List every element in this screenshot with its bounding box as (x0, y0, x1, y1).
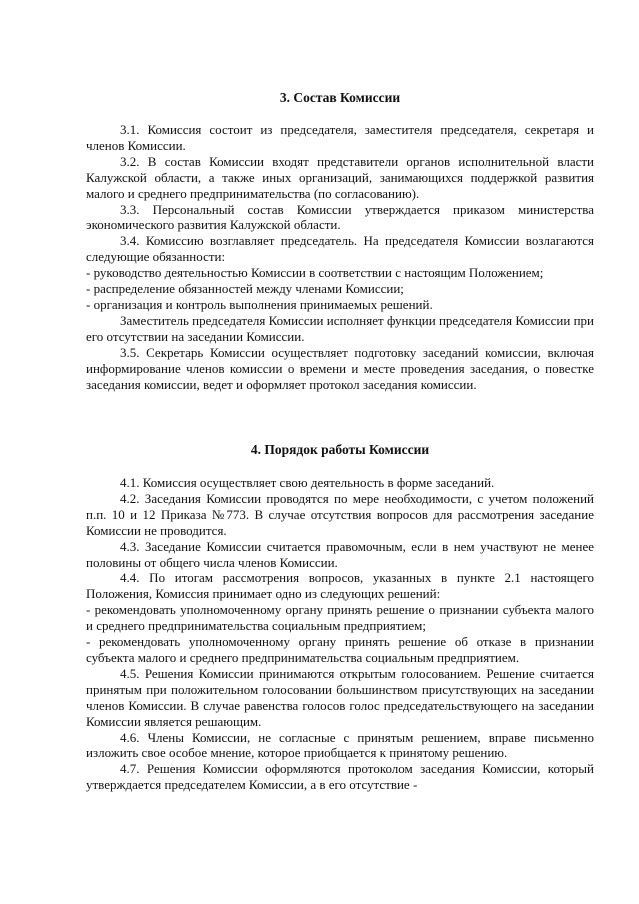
section3-paragraph: - организация и контроль выполнения принимаемых решений. (86, 296, 433, 312)
section4-paragraph: 4.3. Заседание Комиссии считается правомочным, если в нем участвуют не менее половины от общего числа членов Комиссии. (86, 538, 594, 570)
section3-paragraph: 3.4. Комиссию возглавляет председатель. На председателя Комиссии возлагаются следующие обязанности: (86, 233, 594, 265)
section4-paragraph: 4.6. Члены Комиссии, не согласные с принятым решением, вправе письменно изложить свое особое мнение, которое приобщается к принятому решению. (86, 729, 594, 761)
section4-paragraph: 4.5. Решения Комиссии принимаются открытым голосованием. Решение считается принятым при положительном голосовании большинством присутствующих на заседании членов Комиссии. В случае равенства голосов голос председательствующего на заседании Комиссии является решающим. (86, 665, 594, 729)
section3-paragraph: - распределение обязанностей между членами Комиссии; (86, 281, 404, 297)
section4-paragraph: 4.2. Заседания Комиссии проводятся по мере необходимости, с учетом положений п.п. 10 и 12 Приказа №773. В случае отсутствия вопросов для рассмотрения заседание Комиссии не проводится. (86, 490, 594, 538)
section4-paragraph: 4.7. Решения Комиссии оформляются протоколом заседания Комиссии, который утверждается председателем Комиссии, а в его отсутствие - (86, 761, 594, 793)
section4-paragraph: - рекомендовать уполномоченному органу принять решение об отказе в признании субъекта малого и среднего предпринимательства социальным предприятием. (86, 634, 594, 665)
section3-paragraph: 3.2. В состав Комиссии входят представители органов исполнительной власти Калужской области, а также иных организаций, занимающихся поддержкой развития малого и среднего предпринимательства (по согласованию). (86, 153, 594, 201)
section-4-title: 4. Порядок работы Комиссии (250, 442, 430, 457)
section4-paragraph: 4.4. По итогам рассмотрения вопросов, указанных в пункте 2.1 настоящего Положения, Комиссия принимает одно из следующих решений: (86, 570, 594, 602)
section-3-body (86, 122, 594, 392)
section3-paragraph: Заместитель председателя Комиссии исполняет функции председателя Комиссии при его отсутствии на заседании Комиссии. (86, 312, 594, 344)
section3-paragraph: 3.1. Комиссия состоит из председателя, заместителя председателя, секретаря и членов Комиссии. (86, 122, 594, 153)
section3-paragraph: - руководство деятельностью Комиссии в соответствии с настоящим Положением; (86, 265, 544, 281)
section4-paragraph: - рекомендовать уполномоченному органу принять решение о признании субъекта малого и среднего предпринимательства социальным предприятием; (86, 602, 594, 634)
section4-paragraph: 4.1. Комиссия осуществляет свою деятельность в форме заседаний. (120, 475, 495, 490)
section-3-title: 3. Состав Комиссии (279, 90, 401, 105)
section-4-body (86, 475, 594, 793)
section3-paragraph: 3.5. Секретарь Комиссии осуществляет подготовку заседаний комиссии, включая информирование членов комиссии о времени и месте проведения заседания, о повестке заседания комиссии, ведет и оформляет протокол заседания комиссии. (86, 344, 594, 392)
section3-paragraph: 3.3. Персональный состав Комиссии утверждается приказом министерства экономического развития Калужской области. (86, 201, 594, 233)
